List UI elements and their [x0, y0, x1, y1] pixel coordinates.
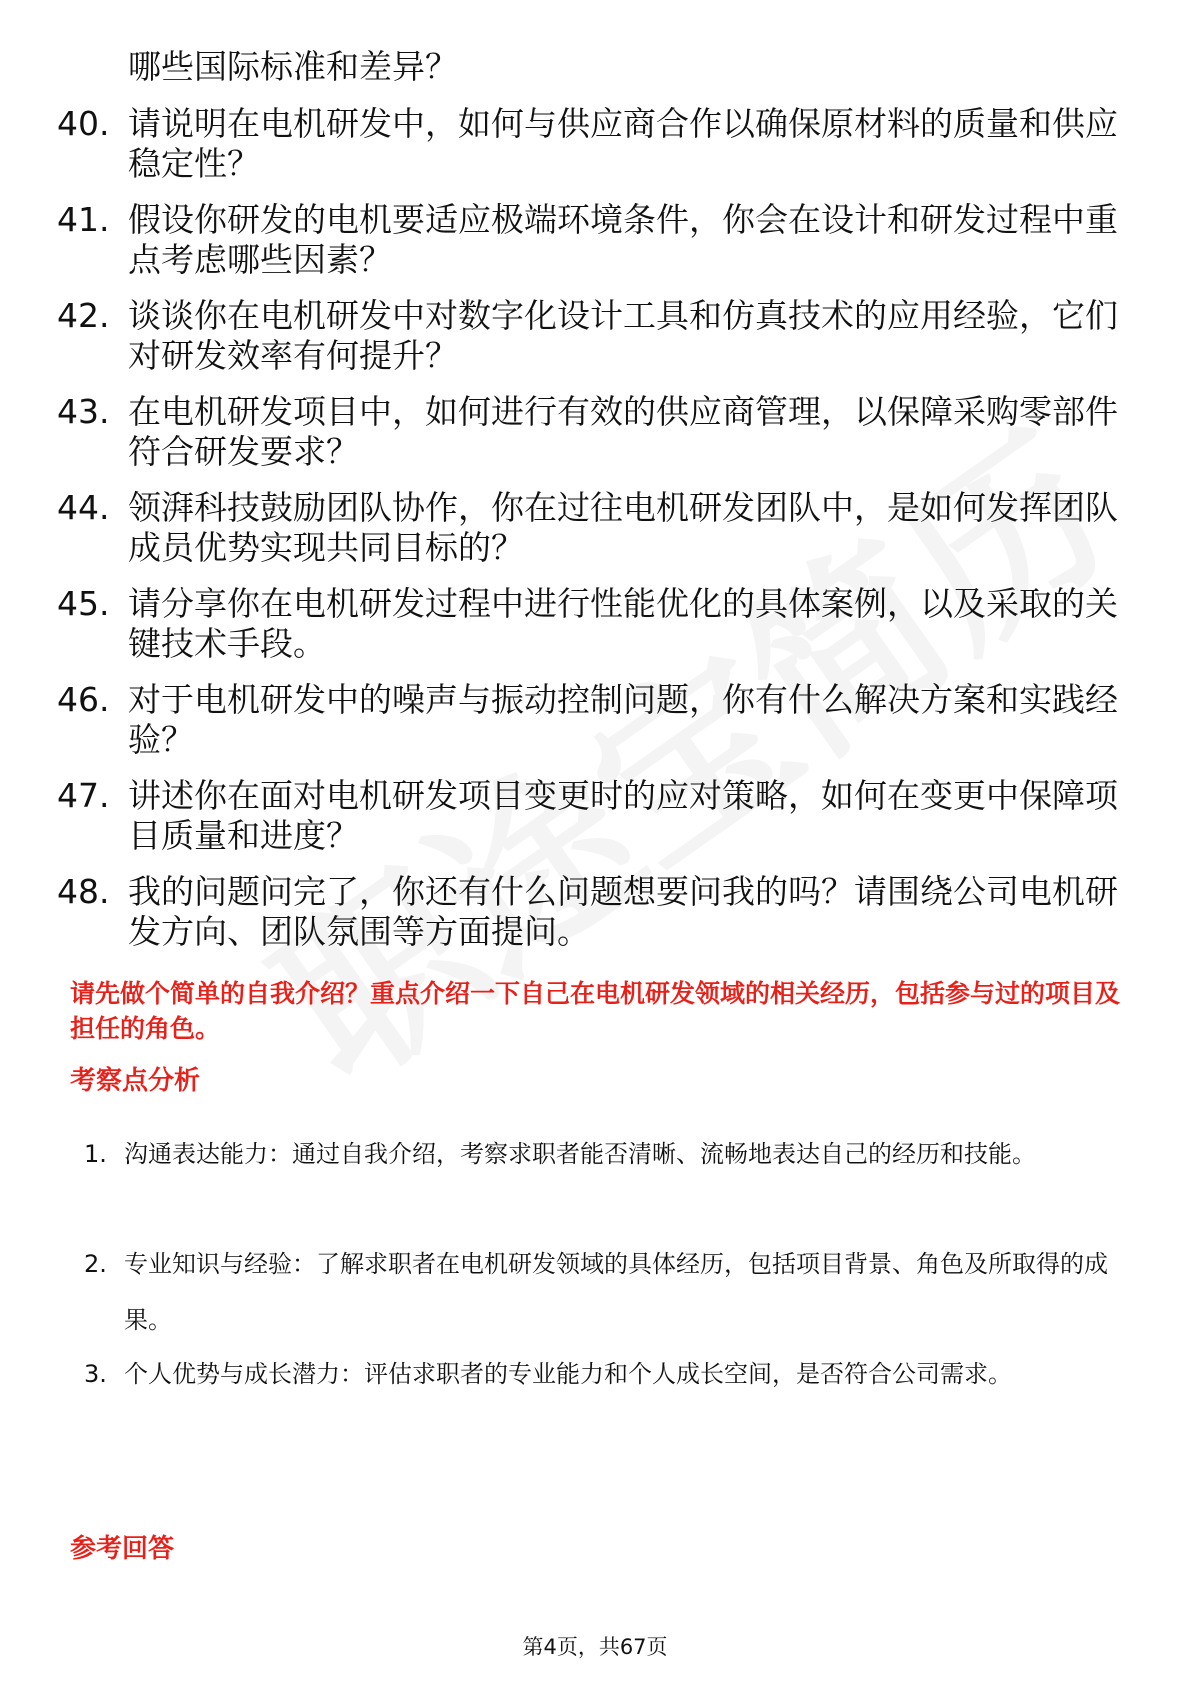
question-text: 在电机研发项目中，如何进行有效的供应商管理，以保障采购零部件符合研发要求？ — [128, 392, 1118, 471]
page-footer: 第4页，共67页 — [522, 1635, 668, 1659]
question-text: 假设你研发的电机要适应极端环境条件，你会在设计和研发过程中重点考虑哪些因素？ — [128, 200, 1118, 279]
question-text: 谈谈你在电机研发中对数字化设计工具和仿真技术的应用经验，它们对研发效率有何提升？ — [128, 296, 1118, 375]
analysis-text: 个人优势与成长潜力：评估求职者的专业能力和个人成长空间，是否符合公司需求。 — [124, 1360, 1012, 1388]
analysis-title: 考察点分析 — [70, 1066, 201, 1096]
analysis-number: 3. — [84, 1360, 107, 1388]
question-number: 44. — [57, 488, 110, 527]
analysis-number: 2. — [84, 1250, 107, 1278]
question-number: 45. — [57, 584, 110, 623]
question-text: 请说明在电机研发中，如何与供应商合作以确保原材料的质量和供应稳定性？ — [128, 104, 1118, 183]
highlight-question: 请先做个简单的自我介绍？重点介绍一下自己在电机研发领域的相关经历，包括参与过的项目及担任的角色。 — [70, 979, 1121, 1043]
analysis-number: 1. — [84, 1140, 107, 1168]
answer-title: 参考回答 — [70, 1534, 175, 1564]
analysis-text: 专业知识与经验：了解求职者在电机研发领域的具体经历，包括项目背景、角色及所取得的成果。 — [124, 1250, 1108, 1334]
question-number: 43. — [57, 392, 110, 431]
question-text: 请分享你在电机研发过程中进行性能优化的具体案例，以及采取的关键技术手段。 — [128, 584, 1118, 663]
question-number: 47. — [57, 776, 110, 815]
question-text: 讲述你在面对电机研发项目变更时的应对策略，如何在变更中保障项目质量和进度？ — [128, 776, 1118, 855]
question-number: 40. — [57, 104, 110, 143]
question-text: 对于电机研发中的噪声与振动控制问题，你有什么解决方案和实践经验？ — [128, 680, 1118, 759]
question-number: 46. — [57, 680, 110, 719]
question-text: 哪些国际标准和差异？ — [128, 47, 458, 86]
question-number: 41. — [57, 200, 110, 239]
question-number: 42. — [57, 296, 110, 335]
question-text: 领湃科技鼓励团队协作，你在过往电机研发团队中，是如何发挥团队成员优势实现共同目标的？ — [128, 488, 1118, 567]
question-number: 48. — [57, 872, 110, 911]
question-text: 我的问题问完了，你还有什么问题想要问我的吗？请围绕公司电机研发方向、团队氛围等方面提问。 — [128, 872, 1118, 951]
analysis-text: 沟通表达能力：通过自我介绍，考察求职者能否清晰、流畅地表达自己的经历和技能。 — [124, 1140, 1036, 1168]
